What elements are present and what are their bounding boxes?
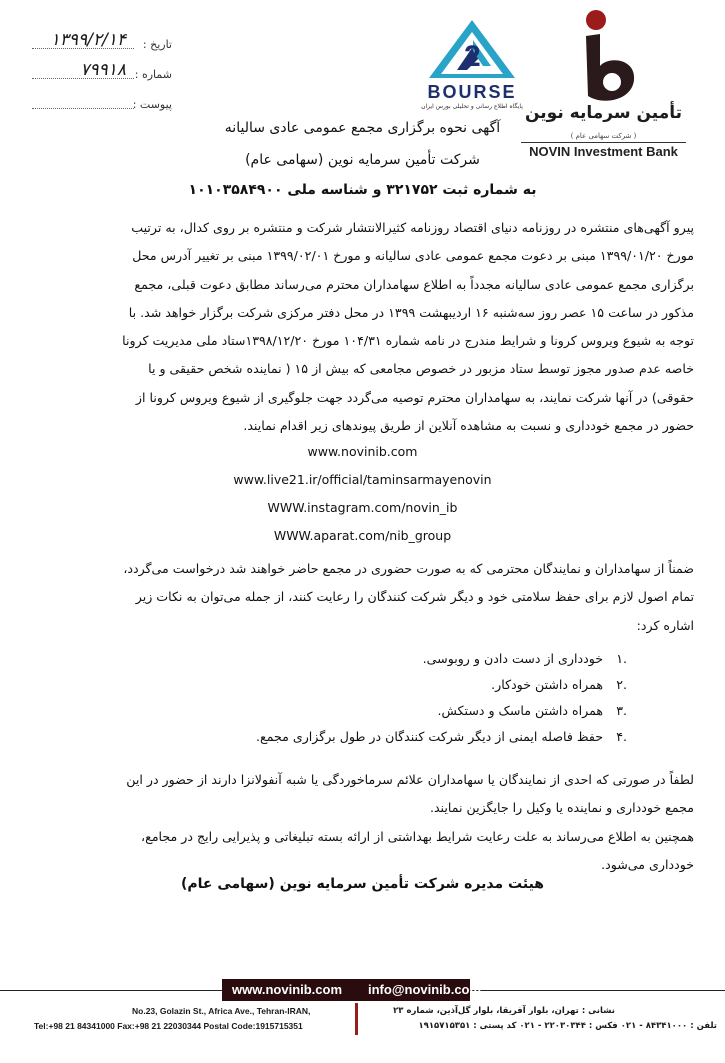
company-name-fa: تأمین سرمایه نوین <box>525 103 682 123</box>
paragraph-line: خودداری می‌شود. <box>601 856 694 872</box>
company-name-en: NOVIN Investment Bank <box>521 142 686 159</box>
paragraph-line: مجمع خودداری و نماینده یا وکیل را جایگزین نمایند. <box>429 800 694 816</box>
list-item <box>67 672 627 698</box>
company-title: شرکت تأمین سرمایه نوین (سهامی عام) <box>245 152 480 168</box>
footer-email-link[interactable]: info@novinib.com <box>368 982 482 997</box>
paragraph-line: مورخ ۱۳۹۹/۰۱/۲۰ مبنی بر دعوت مجمع عمومی عادی سالیانه و مورخ ۱۳۹۹/۰۲/۰۱ مبنی بر تغییر آدرس محل <box>132 248 694 264</box>
company-subtitle-fa: ( شرکت سهامی عام ) <box>570 132 637 140</box>
bourse-subtitle: پایگاه اطلاع رسانی و تحلیلی بورس ایران <box>421 103 523 110</box>
footer-website-link[interactable]: www.novinib.com <box>232 982 343 997</box>
paragraph-line: حضور در مجمع خودداری و نسبت به مشاهده آنلاین از طریق پیوندهای زیر اقدام نمایند. <box>243 418 694 434</box>
list-item-text: حفظ فاصله ایمنی از دیگر شرکت کنندگان در طول برگزاری مجمع. <box>255 729 603 744</box>
paragraph-line: حقوقی) در آنها شرکت نمایند، به سهامداران محترم توصیه می‌گردد جهت جلوگیری از شیوع ویروس کرونا از <box>135 389 694 405</box>
svg-text:2: 2 <box>464 40 481 73</box>
company-emblem-icon <box>578 8 638 106</box>
list-item <box>67 698 627 724</box>
number-value: ۷۹۹۱۸ <box>80 60 126 80</box>
paragraph-closing <box>66 766 694 879</box>
footer-contacts-en: Tel:+98 21 84341000 Fax:+98 21 22030344 Postal Code:1915715351 <box>34 1021 303 1031</box>
paragraph-intro <box>66 214 694 440</box>
bourse-logo <box>412 18 532 118</box>
list-item-number: .۲ <box>616 677 627 692</box>
link-live21[interactable]: www.live21.ir/official/taminsarmayenovin <box>233 472 492 487</box>
link-instagram[interactable]: WWW.instagram.com/novin_ib <box>267 500 458 515</box>
footer-address-fa: نشانی : تهران، بلوار آفریقا، بلوار گل‌آذین، شماره ۲۳ <box>393 1006 615 1016</box>
number-field <box>32 60 172 86</box>
list-item-text: همراه داشتن ماسک و دستکش. <box>437 703 603 718</box>
date-value: ۱۳۹۹/۲/۱۴ <box>50 30 126 50</box>
paragraph-line: خاصه عدم صدور مجوز توسط ستاد مزبور در خصوص مجامعی که بیش از ۱۵ ( نماینده شخص حقیقی و یا <box>148 361 694 377</box>
link-aparat[interactable]: WWW.aparat.com/nib_group <box>273 528 452 543</box>
paragraph-line: پیرو آگهی‌های منتشره در روزنامه دنیای اقتصاد روزنامه کثیرالانتشار شرکت و منتشره بر روی کدال، به ترتیب <box>131 220 694 235</box>
paragraph-line: اشاره کرد: <box>636 617 694 633</box>
paragraph-line: مذکور در ساعت ۱۵ عصر روز سه‌شنبه ۱۶ اردیبهشت ۱۳۹۹ در محل دفتر مرکزی شرکت برگزار خواهد شد. با <box>128 304 694 320</box>
number-label: شماره : <box>134 68 172 81</box>
attachment-field <box>32 98 172 116</box>
footer-contacts-fa: تلفن : ۸۴۳۴۱۰۰۰ - ۰۲۱ فکس : ۲۲۰۳۰۳۴۴ - ۰۲۱ کد پستی : ۱۹۱۵۷۱۵۳۵۱ <box>418 1021 717 1031</box>
footer-address-en: No.23, Golazin St., Africa Ave., Tehran-IRAN, <box>132 1006 311 1016</box>
list-item <box>67 646 627 672</box>
footer-contact-band <box>222 979 482 1001</box>
list-item-number: .۱ <box>616 651 627 666</box>
link-website[interactable]: www.novinib.com <box>307 444 418 459</box>
paragraph-line: ضمناً از سهامداران و نمایندگان محترمی که به صورت حضوری در مجمع حاضر خواهند شد درخواست می‌گردد، <box>123 561 694 576</box>
registration-title: به شماره ثبت ۳۲۱۷۵۲ و شناسه ملی ۱۰۱۰۳۵۸۴۹۰۰ <box>188 182 537 198</box>
paragraph-attendance <box>66 555 694 640</box>
bourse-word: BOURSE <box>427 82 517 102</box>
paragraph-line: لطفاً در صورتی که احدی از نمایندگان یا سهامداران علائم سرماخوردگی یا شبه آنفولانزا دارند از حضور در این <box>126 772 694 787</box>
notice-title: آگهی نحوه برگزاری مجمع عمومی عادی سالیانه <box>224 120 501 136</box>
bourse-triangle-icon <box>427 18 517 80</box>
attachment-dotted-line <box>32 108 134 109</box>
paragraph-line: همچنین به اطلاع می‌رساند به علت رعایت شرایط بهداشتی از ارائه بسته تبلیغاتی و پذیرایی رایج در مجامع، <box>141 828 694 844</box>
paragraph-line: تمام اصول لازم برای حفظ سلامتی خود و دیگر شرکت کنندگان را رعایت کنند، از جمله می‌توان به نکات زیر <box>135 589 694 605</box>
list-item-text: خودداری از دست دادن و روبوسی. <box>422 651 603 666</box>
attachment-label: پیوست : <box>132 98 172 111</box>
list-item-text: همراه داشتن خودکار. <box>491 677 603 692</box>
footer-separator <box>355 1003 358 1035</box>
board-signature: هیئت مدیره شرکت تأمین سرمایه نوین (سهامی عام) <box>180 876 544 892</box>
list-item-number: .۳ <box>616 703 627 718</box>
date-label: تاریخ : <box>142 38 172 51</box>
list-item <box>67 724 627 750</box>
paragraph-line: برگزاری مجمع عمومی عادی سالیانه مجدداً به اطلاع سهامداران محترم می‌رساند مطابق دعوت قبلی، مجمع <box>134 276 694 292</box>
list-item-number: .۴ <box>616 729 627 744</box>
date-field <box>32 30 172 56</box>
paragraph-line: توجه به شیوع ویروس کرونا و شرایط مندرج در نامه شماره ۱۰۴/۳۱ مورخ ۱۳۹۸/۱۲/۲۰ستاد ملی مدیریت کرونا <box>122 333 694 349</box>
precautions-list <box>67 646 627 750</box>
